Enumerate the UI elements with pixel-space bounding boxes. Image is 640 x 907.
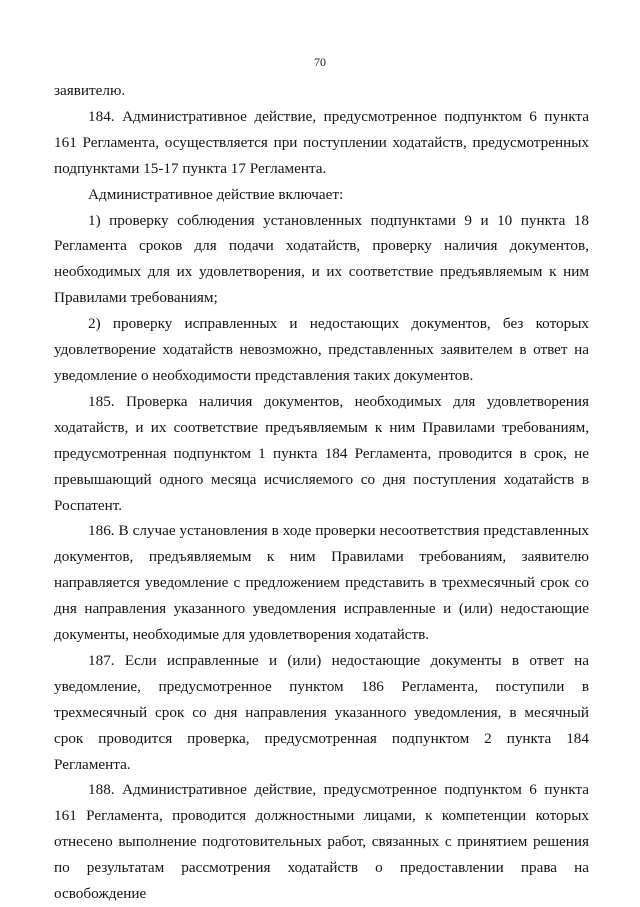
list-item-1: 1) проверку соблюдения установленных подпунктами 9 и 10 пункта 18 Регламента сроков для подачи ходатайств, проверку наличия документов, необходимых для их удовлетворения, и их соответствие предъявляемым к ним Правилами требованиям; [54,211,589,307]
paragraph-187: 187. Если исправленные и (или) недостающие документы в ответ на уведомление, предусмотренное пунктом 186 Регламента, поступили в трехмесячный срок со дня направления указанного уведомления, в месячный срок проводится проверка, предусмотренная подпунктом 2 пункта 184 Регламента. [54,651,589,773]
paragraph-184: 184. Административное действие, предусмотренное подпунктом 6 пункта 161 Регламента, осуществляется при поступлении ходатайств, предусмотренных подпунктами 15-17 пункта 17 Регламента. [54,107,589,177]
paragraph-action-includes: Административное действие включает: [88,185,344,203]
page-number: 70 [314,55,326,69]
document-body [54,78,589,907]
list-item-2: 2) проверку исправленных и недостающих документов, без которых удовлетворение ходатайств невозможно, представленных заявителем в ответ на уведомление о необходимости представления таких документов. [54,315,589,384]
paragraph-188: 188. Административное действие, предусмотренное подпунктом 6 пункта 161 Регламента, проводится должностными лицами, к компетенции которых отнесено выполнение подготовительных работ, связанных с принятием решения по результатам рассмотрения ходатайств о предоставлении права на освобождение [54,781,589,903]
paragraph-185: 185. Проверка наличия документов, необходимых для удовлетворения ходатайств, и их соответствие предъявляемым к ним Правилами требованиям, предусмотренная подпунктом 1 пункта 184 Регламента, проводится в срок, не превышающий одного месяца исчисляемого со дня поступления ходатайств в Роспатент. [54,392,589,514]
paragraph-186: 186. В случае установления в ходе проверки несоответствия представленных документов, предъявляемым к ним Правилами требованиям, заявителю направляется уведомление с предложением представить в трехмесячный срок со дня направления указанного уведомления исправленные и (или) недостающие документы, необходимые для удовлетворения ходатайств. [54,522,589,644]
paragraph-continuation: заявителю. [54,82,126,99]
